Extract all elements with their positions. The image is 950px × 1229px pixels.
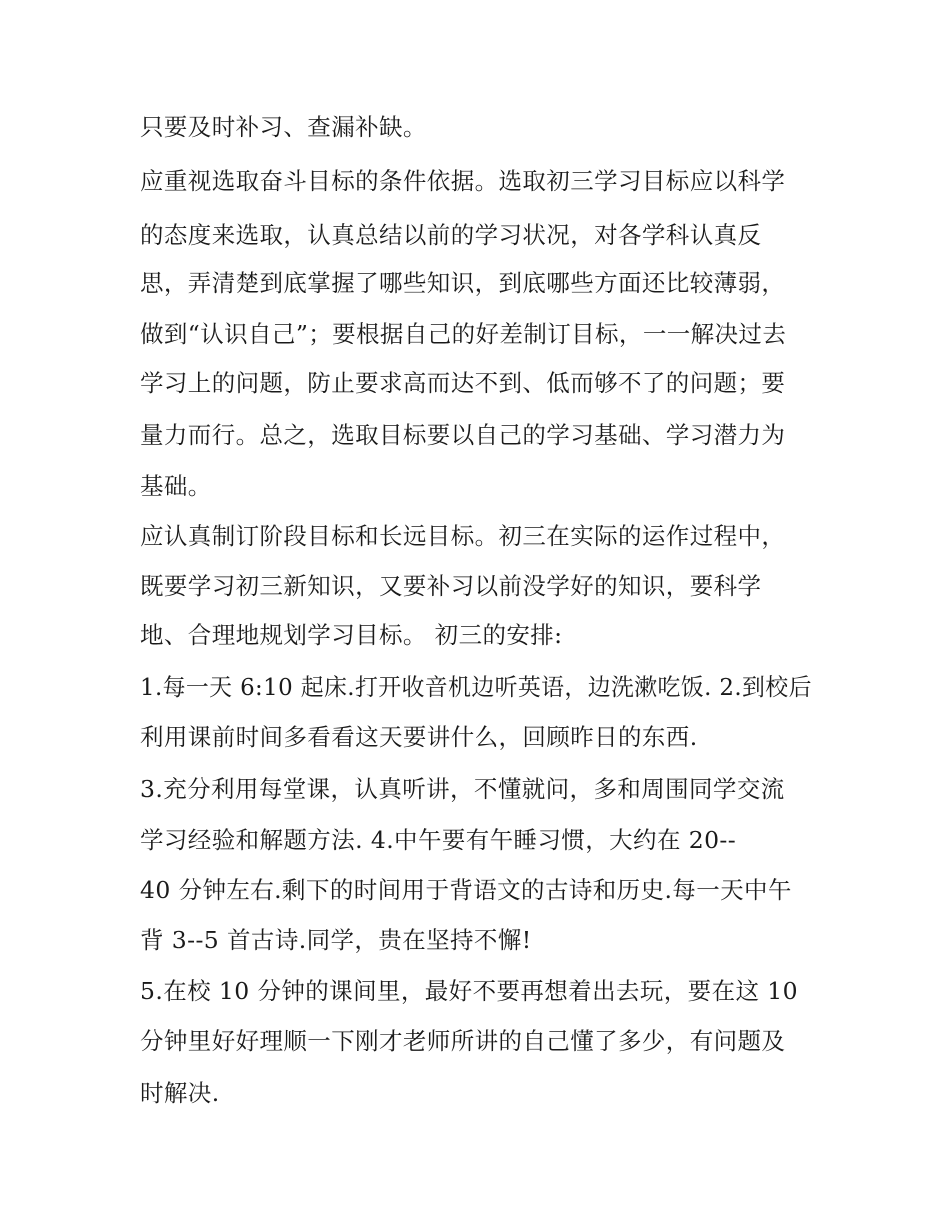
text-line: 时解决.	[140, 1079, 220, 1107]
text-line: 学习经验和解题方法. 4.中午要有午睡习惯，大约在 20--	[140, 826, 737, 854]
text-line: 思，弄清楚到底掌握了哪些知识，到底哪些方面还比较薄弱，	[140, 269, 786, 297]
text-line: 应重视选取奋斗目标的条件依据。选取初三学习目标应以科学	[140, 167, 786, 195]
text-line: 3.充分利用每堂课，认真听讲，不懂就问，多和周围同学交流	[140, 775, 785, 803]
text-line: 利用课前时间多看看这天要讲什么，回顾昨日的东西.	[140, 723, 698, 751]
text-line: 分钟里好好理顺一下刚才老师所讲的自己懂了多少，有问题及	[140, 1027, 786, 1055]
text-line: 做到“认识自己”；要根据自己的好差制订目标，一一解决过去	[140, 320, 787, 348]
text-line: 只要及时补习、查漏补缺。	[140, 113, 427, 141]
text-line: 背 3--5 首古诗.同学，贵在坚持不懈!	[140, 926, 532, 954]
text-line: 的态度来选取，认真总结以前的学习状况，对各学科认真反	[140, 221, 762, 249]
text-line: 学习上的问题，防止要求高而达不到、低而够不了的问题；要	[140, 369, 786, 397]
text-line: 1.每一天 6:10 起床.打开收音机边听英语，边洗漱吃饭. 2.到校后	[140, 673, 812, 701]
text-line: 40 分钟左右.剩下的时间用于背语文的古诗和历史.每一天中午	[140, 876, 792, 904]
text-line: 基础。	[140, 472, 212, 500]
text-line: 应认真制订阶段目标和长远目标。初三在实际的运作过程中，	[140, 522, 786, 550]
text-line: 5.在校 10 分钟的课间里，最好不要再想着出去玩，要在这 10	[140, 977, 798, 1005]
text-line: 地、合理地规划学习目标。 初三的安排:	[140, 621, 563, 649]
text-line: 既要学习初三新知识，又要补习以前没学好的知识，要科学	[140, 572, 762, 600]
text-line: 量力而行。总之，选取目标要以自己的学习基础、学习潜力为	[140, 421, 786, 449]
